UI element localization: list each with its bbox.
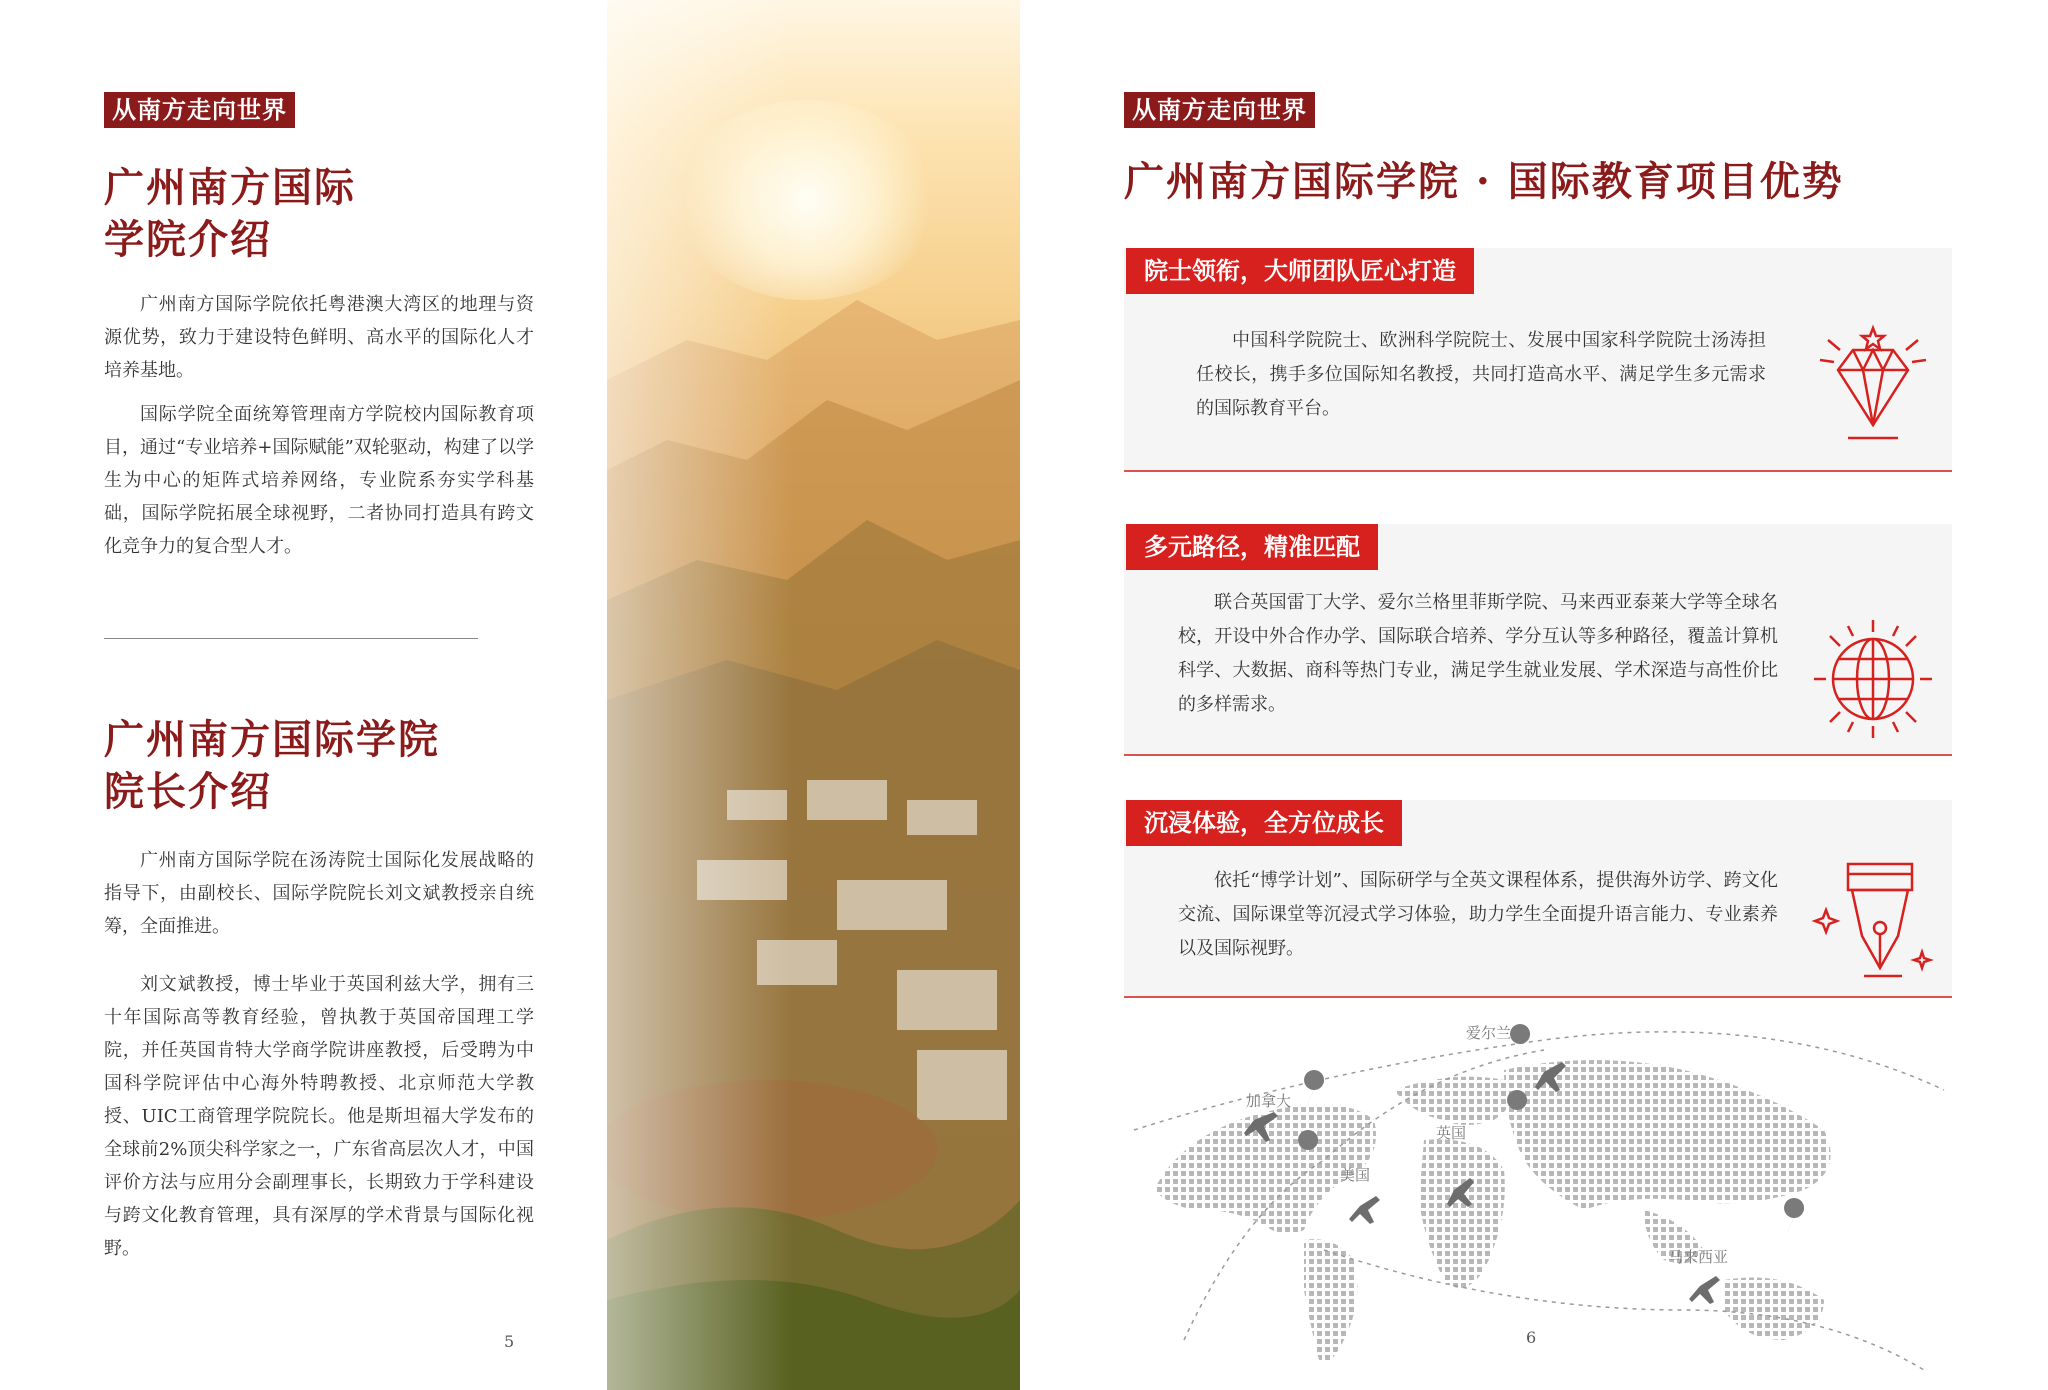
map-label-canada: 加拿大	[1246, 1092, 1292, 1110]
intro-paragraph-1: 广州南方国际学院依托粤港澳大湾区的地理与资源优势，致力于建设特色鲜明、高水平的国际化人才培养基地。	[104, 294, 534, 381]
map-label-malaysia: 马来西亚	[1668, 1248, 1729, 1266]
globe-icon	[1808, 614, 1938, 744]
advantage-card-1	[1124, 248, 1952, 472]
intro-title	[104, 162, 356, 266]
dean-title-line2: 院长介绍	[104, 768, 272, 815]
page-number-left: 5	[504, 1332, 515, 1351]
intro-paragraph-2: 国际学院全面统筹管理南方学院校内国际教育项目，通过“专业培养+国际赋能”双轮驱动，构建了以学生为中心的矩阵式培养网络，专业院系夯实学科基础，国际学院拓展全球视野，二者协同打造具有跨文化竞争力的复合型人才。	[104, 404, 534, 557]
card-text-1: 中国科学院院士、欧洲科学院院士、发展中国家科学院院士汤涛担任校长，携手多位国际知名教授，共同打造高水平、满足学生多元需求的国际教育平台。	[1196, 330, 1766, 419]
advantage-card-3	[1124, 800, 1952, 998]
diamond-icon	[1808, 320, 1938, 450]
page-number-right: 6	[1526, 1328, 1537, 1347]
map-label-uk: 英国	[1436, 1124, 1467, 1142]
section-tag: 从南方走向世界	[104, 92, 295, 128]
right-page	[1024, 0, 2048, 1390]
dean-title-line1: 广州南方国际学院	[104, 716, 440, 763]
card-text-2: 联合英国雷丁大学、爱尔兰格里菲斯学院、马来西亚泰莱大学等全球名校，开设中外合作办学、国际联合培养、学分互认等多种路径，覆盖计算机科学、大数据、商科等热门专业，满足学生就业发展、学术深造与高性价比的多样需求。	[1178, 592, 1778, 715]
advantage-card-2	[1124, 524, 1952, 756]
map-label-usa: 美国	[1340, 1166, 1371, 1184]
dean-paragraph-1: 广州南方国际学院在汤涛院士国际化发展战略的指导下，由副校长、国际学院院长刘文斌教授亲自统筹，全面推进。	[104, 850, 534, 937]
intro-title-line2: 学院介绍	[104, 216, 272, 263]
section-divider	[104, 638, 478, 639]
card-text-3: 依托“博学计划”、国际研学与全英文课程体系，提供海外访学、跨文化交流、国际课堂等沉浸式学习体验，助力学生全面提升语言能力、专业素养以及国际视野。	[1178, 870, 1778, 959]
card-label-2: 多元路径，精准匹配	[1126, 524, 1378, 570]
section-tag: 从南方走向世界	[1124, 92, 1315, 128]
card-label-1: 院士领衔，大师团队匠心打造	[1126, 248, 1474, 294]
world-map	[1124, 1010, 1974, 1380]
photo-fade-overlay	[607, 0, 1020, 1390]
dean-paragraph-2: 刘文斌教授，博士毕业于英国利兹大学，拥有三十年国际高等教育经验，曾执教于英国帝国理工学院，并任英国肯特大学商学院讲座教授，后受聘为中国科学院评估中心海外特聘教授、北京师范大学教授、UIC工商管理学院院长。他是斯坦福大学发布的全球前2%顶尖科学家之一，广东省高层次人才，中国评价方法与应用分会副理事长，长期致力于学科建设与跨文化教育管理，具有深厚的学术背景与国际化视野。	[104, 974, 534, 1259]
map-label-ireland: 爱尔兰	[1466, 1024, 1512, 1042]
advantages-title: 广州南方国际学院 · 国际教育项目优势	[1124, 158, 1844, 205]
intro-title-line1: 广州南方国际	[104, 164, 356, 211]
pen-nib-icon	[1808, 856, 1938, 986]
dean-title	[104, 714, 440, 818]
card-label-3: 沉浸体验，全方位成长	[1126, 800, 1402, 846]
campus-sunrise-photo	[607, 0, 1020, 1390]
